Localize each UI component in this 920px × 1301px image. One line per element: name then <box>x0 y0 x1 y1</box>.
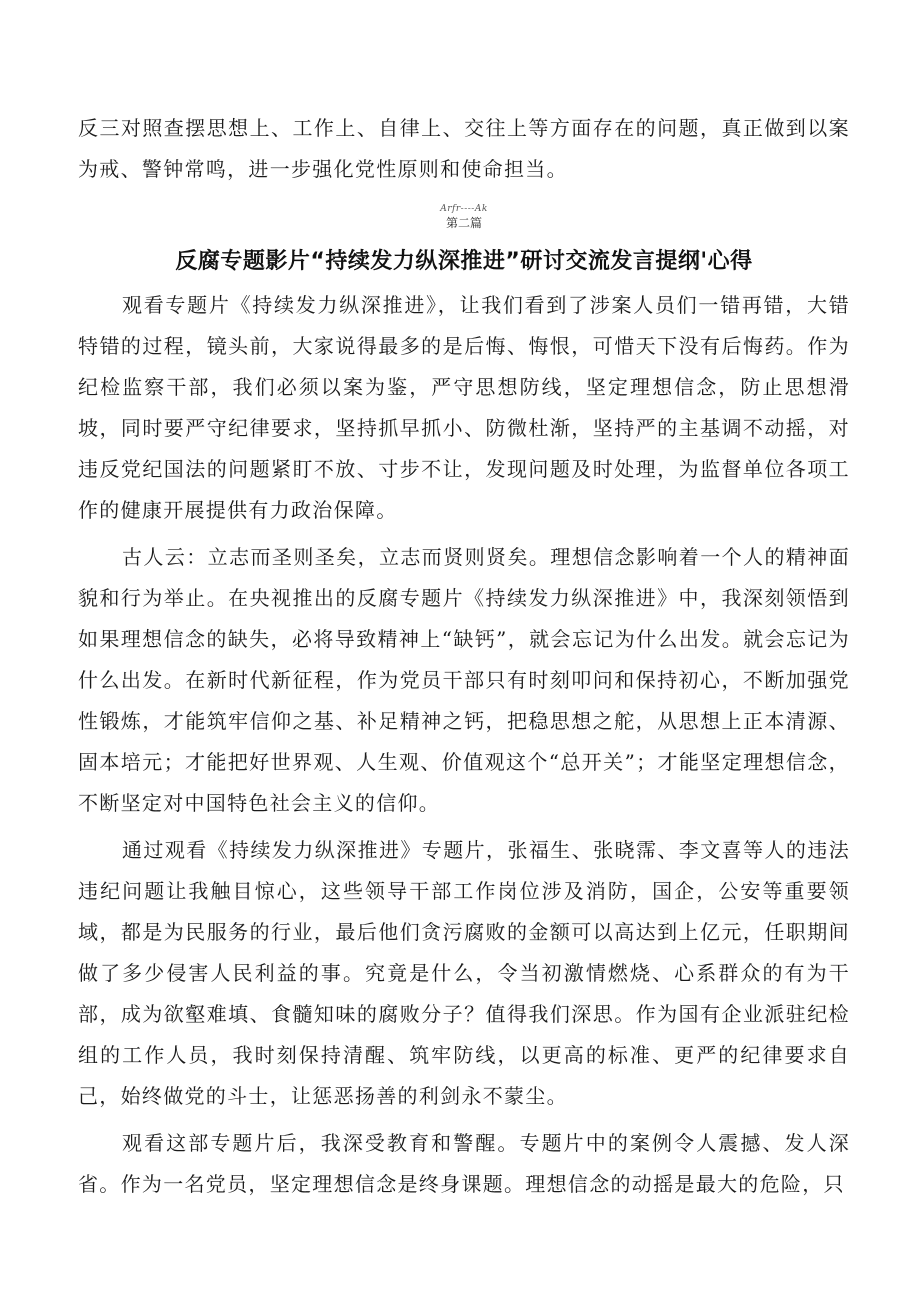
body-paragraph-1: 观看专题片《持续发力纵深推进》，让我们看到了涉案人员们一错再错，大错特错的过程，镜头前，大家说得最多的是后悔、悔恨，可惜天下没有后悔药。作为纪检监察干部，我们必须以案为鉴，严守思想防线，坚定理想信念，防止思想滑坡，同时要严守纪律要求，坚持抓早抓小、防微杜渐，坚持严的主基调不动摇，对违反党纪国法的问题紧盯不放、寸步不让，发现问题及时处理，为监督单位各项工作的健康开展提供有力政治保障。 <box>78 293 850 522</box>
body-paragraph-2: 古人云：立志而圣则圣矣，立志而贤则贤矣。理想信念影响着一个人的精神面貌和行为举止。在央视推出的反腐专题片《持续发力纵深推进》中，我深刻领悟到如果理想信念的缺失，必将导致精神上“缺钙”，就会忘记为什么出发。就会忘记为什么出发。在新时代新征程，作为党员干部只有时刻叩问和保持初心，不断加强党性锻炼，才能筑牢信仰之基、补足精神之钙，把稳思想之舵，从思想上正本清源、固本培元；才能把好世界观、人生观、价值观这个“总开关”；才能坚定理想信念，不断坚定对中国特色社会主义的信仰。 <box>78 545 850 815</box>
section-ornament: Arfr----Ak <box>440 204 488 214</box>
body-paragraph-4: 观看这部专题片后，我深受教育和警醒。专题片中的案例令人震撼、发人深省。作为一名党员，坚定理想信念是终身课题。理想信念的动摇是最大的危险，只 <box>78 1131 850 1196</box>
intro-paragraph: 反三对照查摆思想上、工作上、自律上、交往上等方面存在的问题，真正做到以案为戒、警钟常鸣，进一步强化党性原则和使命担当。 <box>78 116 850 181</box>
article-title: 反腐专题影片“持续发力纵深推进”研讨交流发言提纲'心得 <box>175 249 753 274</box>
body-paragraph-3: 通过观看《持续发力纵深推进》专题片，张福生、张晓霈、李文喜等人的违法违纪问题让我触目惊心，这些领导干部工作岗位涉及消防，国企，公安等重要领域，都是为民服务的行业，最后他们贪污腐败的金额可以高达到上亿元，任职期间做了多少侵害人民利益的事。究竟是什么，令当初激情燃烧、心系群众的有为干部，成为欲壑难填、食髓知味的腐败分子？值得我们深思。作为国有企业派驻纪检组的工作人员，我时刻保持清醒、筑牢防线，以更高的标准、更严的纪律要求自己，始终做党的斗士，让惩恶扬善的利剑永不蒙尘。 <box>78 838 850 1108</box>
section-label: 第二篇 <box>445 216 482 230</box>
